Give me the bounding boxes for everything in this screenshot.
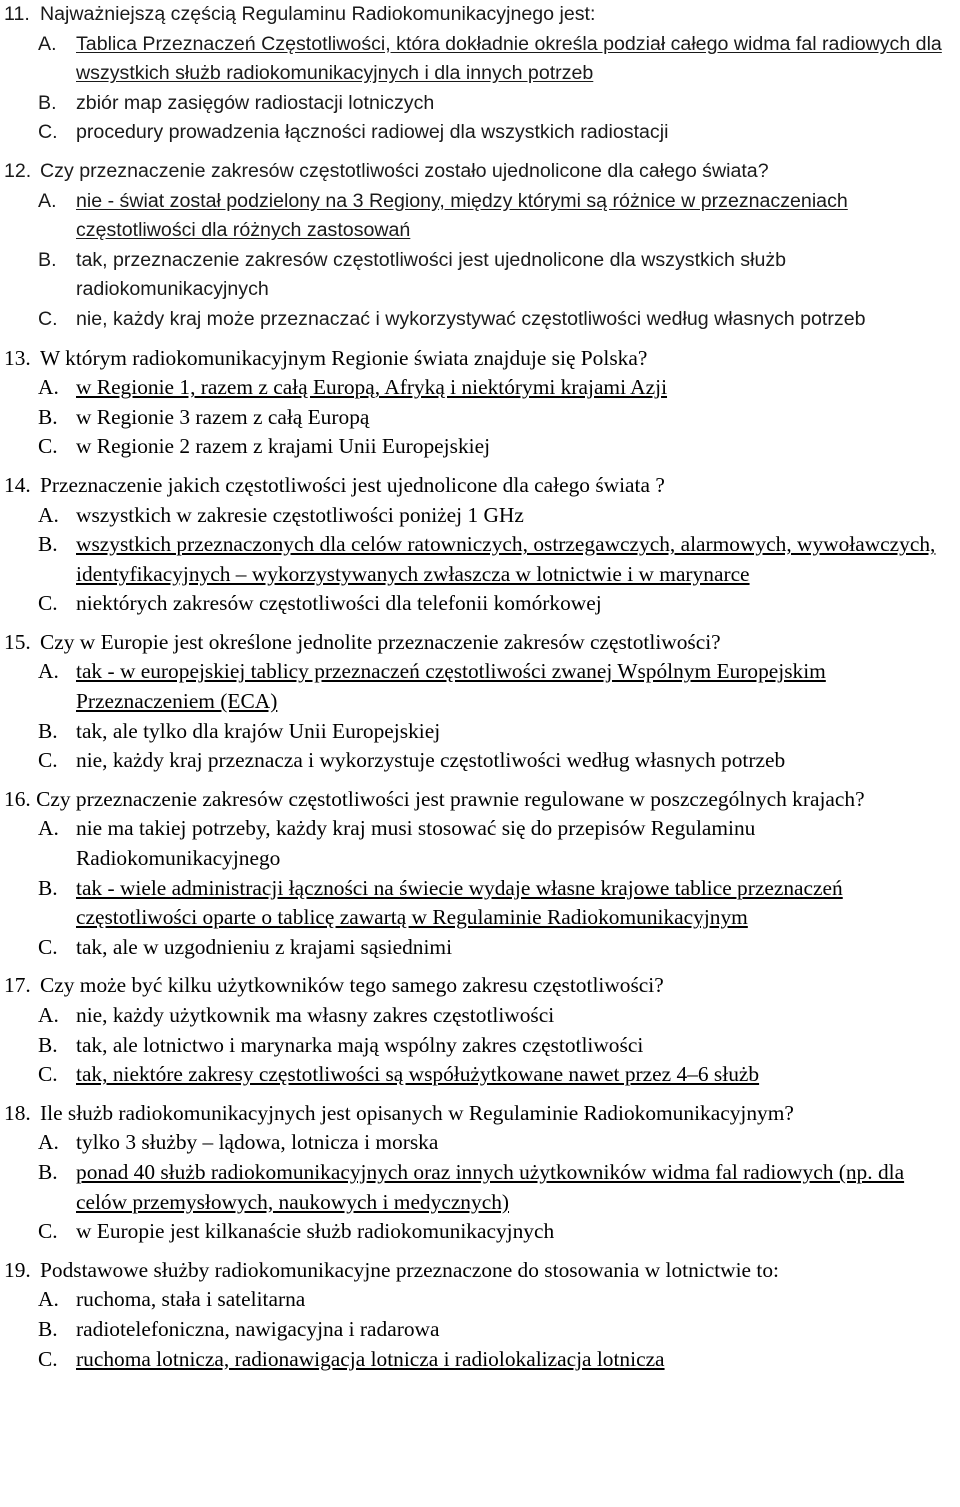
answer-option-a [4,1001,960,1031]
question-title [4,471,960,501]
option-letter: A. [38,1130,59,1155]
option-text: niektórych zakresów częstotliwości dla telefonii komórkowej [76,591,602,616]
question-title [4,1256,960,1286]
answer-options [4,373,960,462]
question-text: Czy przeznaczenie zakresów częstotliwości jest prawnie regulowane w poszczególnych krajach? [36,786,865,811]
question-15 [4,628,960,776]
option-text: ruchoma, stała i satelitarna [76,1287,306,1312]
option-text: tak, ale lotnictwo i marynarka mają wspólny zakres częstotliwości [76,1032,644,1057]
correct-answer-text: tak - wiele administracji łączności na świecie wydaje własne krajowe tablice przeznaczeń częstotliwości oparte o tablicę zawartą w Regulaminie Radiokomunikacyjnym [76,875,843,930]
question-text: Najważniejszą częścią Regulaminu Radiokomunikacyjnego jest: [40,3,596,25]
answer-option-a [4,1128,960,1158]
question-title [4,1099,960,1129]
option-letter: C. [38,434,58,459]
question-14 [4,471,960,619]
answer-option-a [4,1285,960,1315]
question-number: 14. [4,472,31,497]
option-letter: A. [38,32,57,55]
question-title [4,157,960,187]
option-letter: A. [38,189,57,212]
option-letter: A. [38,1003,59,1027]
option-text: w Europie jest kilkanaście służb radiokomunikacyjnych [76,1219,555,1244]
answer-options [4,1285,960,1374]
question-title [4,971,960,1001]
question-number: 18. [4,1100,31,1125]
option-letter: C. [38,121,58,144]
answer-option-b [4,530,960,589]
answer-option-b [4,1158,960,1217]
option-letter: C. [38,307,58,330]
option-letter: B. [38,1159,58,1184]
answer-options [4,187,960,335]
question-text: Czy może być kilku użytkowników tego samego zakresu częstotliwości? [40,973,664,998]
answer-option-c [4,118,960,148]
option-text: nie, każdy użytkownik ma własny zakres częstotliwości [76,1003,555,1027]
option-letter: B. [38,718,58,743]
question-number: 11. [4,3,30,25]
question-text: Czy w Europie jest określone jednolite przeznaczenie zakresów częstotliwości? [40,629,721,654]
answer-option-a [4,657,960,716]
option-letter: A. [38,1287,59,1312]
answer-option-c [4,746,960,776]
question-13 [4,344,960,462]
question-number: 16. [4,786,31,811]
answer-option-c [4,1217,960,1247]
answer-options [4,657,960,775]
option-text: tak, ale w uzgodnieniu z krajami sąsiednimi [76,934,453,959]
option-letter: B. [38,248,57,271]
question-number: 13. [4,345,31,370]
answer-options [4,814,960,962]
question-text: Ile służb radiokomunikacyjnych jest opisanych w Regulaminie Radiokomunikacyjnym? [40,1100,794,1125]
answer-option-c [4,933,960,963]
answer-option-b [4,1315,960,1345]
question-text: Czy przeznaczenie zakresów częstotliwości zostało ujednolicone dla całego świata? [40,159,769,182]
answer-option-c [4,1345,960,1375]
option-letter: C. [38,934,58,959]
option-letter: A. [38,659,59,684]
answer-options [4,1128,960,1246]
answer-option-b [4,1031,960,1061]
option-letter: C. [38,1219,58,1244]
question-19 [4,1256,960,1374]
option-text: wszystkich w zakresie częstotliwości poniżej 1 GHz [76,502,524,527]
question-number: 19. [4,1257,31,1282]
question-number: 17. [4,973,31,998]
option-text: w Regionie 3 razem z całą Europą [76,404,370,429]
option-text: tylko 3 służby – lądowa, lotnicza i morska [76,1130,439,1155]
option-text: nie ma takiej potrzeby, każdy kraj musi stosować się do przepisów Regulaminu Radiokomunikacyjnego [76,816,756,871]
answer-option-b [4,717,960,747]
question-11 [4,0,960,148]
answer-option-a [4,501,960,531]
answer-options [4,501,960,619]
option-letter: C. [38,1062,58,1087]
option-letter: C. [38,591,58,616]
correct-answer-text: ruchoma lotnicza, radionawigacja lotnicza i radiolokalizacja lotnicza [76,1346,665,1371]
option-text: w Regionie 2 razem z krajami Unii Europejskiej [76,434,491,459]
answer-option-a [4,30,960,89]
option-letter: B. [38,91,57,114]
answer-option-b [4,89,960,119]
answer-option-a [4,187,960,246]
question-17 [4,971,960,1089]
option-text: tak, przeznaczenie zakresów częstotliwości jest ujednolicone dla wszystkich służb radiokomunikacyjnych [76,248,787,301]
option-letter: A. [38,375,59,400]
question-title [4,785,960,815]
answer-option-b [4,403,960,433]
option-letter: A. [38,502,59,527]
question-18 [4,1099,960,1247]
option-text: zbiór map zasięgów radiostacji lotniczych [76,91,435,114]
answer-option-b [4,246,960,305]
answer-options [4,30,960,148]
question-12 [4,157,960,335]
option-letter: B. [38,875,58,900]
question-text: Podstawowe służby radiokomunikacyjne przeznaczone do stosowania w lotnictwie to: [40,1257,779,1282]
answer-option-a [4,373,960,403]
question-number: 15. [4,629,31,654]
answer-option-b [4,874,960,933]
option-text: procedury prowadzenia łączności radiowej dla wszystkich radiostacji [76,121,669,144]
answer-option-a [4,814,960,873]
correct-answer-text: w Regionie 1, razem z całą Europą, Afryką i niektórymi krajami Azji [76,375,668,400]
question-number: 12. [4,159,32,182]
option-text: tak, ale tylko dla krajów Unii Europejskiej [76,718,441,743]
option-text: radiotelefoniczna, nawigacyjna i radarowa [76,1316,440,1341]
correct-answer-text: tak - w europejskiej tablicy przeznaczeń częstotliwości zwanej Wspólnym Europejskim Przeznaczeniem (ECA) [76,659,826,714]
answer-option-c [4,305,960,335]
question-title [4,344,960,374]
question-text: Przeznaczenie jakich częstotliwości jest ujednolicone dla całego świata ? [40,472,665,497]
option-letter: C. [38,748,58,773]
option-letter: C. [38,1346,58,1371]
option-letter: B. [38,532,58,557]
question-text: W którym radiokomunikacyjnym Regionie świata znajduje się Polska? [40,345,648,370]
correct-answer-text: wszystkich przeznaczonych dla celów ratowniczych, ostrzegawczych, alarmowych, wywoławczych, identyfikacyjnych – wykorzystywanych zwłaszcza w lotnictwie i w marynarce [76,532,936,586]
option-letter: A. [38,816,59,841]
correct-answer-text: tak, niektóre zakresy częstotliwości są współużytkowane nawet przez 4–6 służb [76,1062,760,1087]
correct-answer-text: nie - świat został podzielony na 3 Regiony, między którymi są różnice w przeznaczeniach częstotliwości dla różnych zastosowań [76,189,848,242]
answer-option-c [4,589,960,619]
question-16 [4,785,960,963]
option-text: nie, każdy kraj przeznacza i wykorzystuje częstotliwości według własnych potrzeb [76,748,786,773]
question-title [4,628,960,658]
correct-answer-text: ponad 40 służb radiokomunikacyjnych oraz innych użytkowników widma fal radiowych (np. dla celów przemysłowych, naukowych i medycznych) [76,1159,905,1214]
option-letter: B. [38,1032,58,1057]
option-letter: B. [38,404,58,429]
answer-option-c [4,432,960,462]
question-title [4,0,960,30]
answer-option-c [4,1060,960,1090]
correct-answer-text: Tablica Przeznaczeń Częstotliwości, która dokładnie określa podział całego widma fal radiowych dla wszystkich służb radiokomunikacyjnych i dla innych potrzeb [76,32,942,85]
option-letter: B. [38,1316,58,1341]
answer-options [4,1001,960,1090]
option-text: nie, każdy kraj może przeznaczać i wykorzystywać częstotliwości według własnych potrzeb [76,307,866,330]
